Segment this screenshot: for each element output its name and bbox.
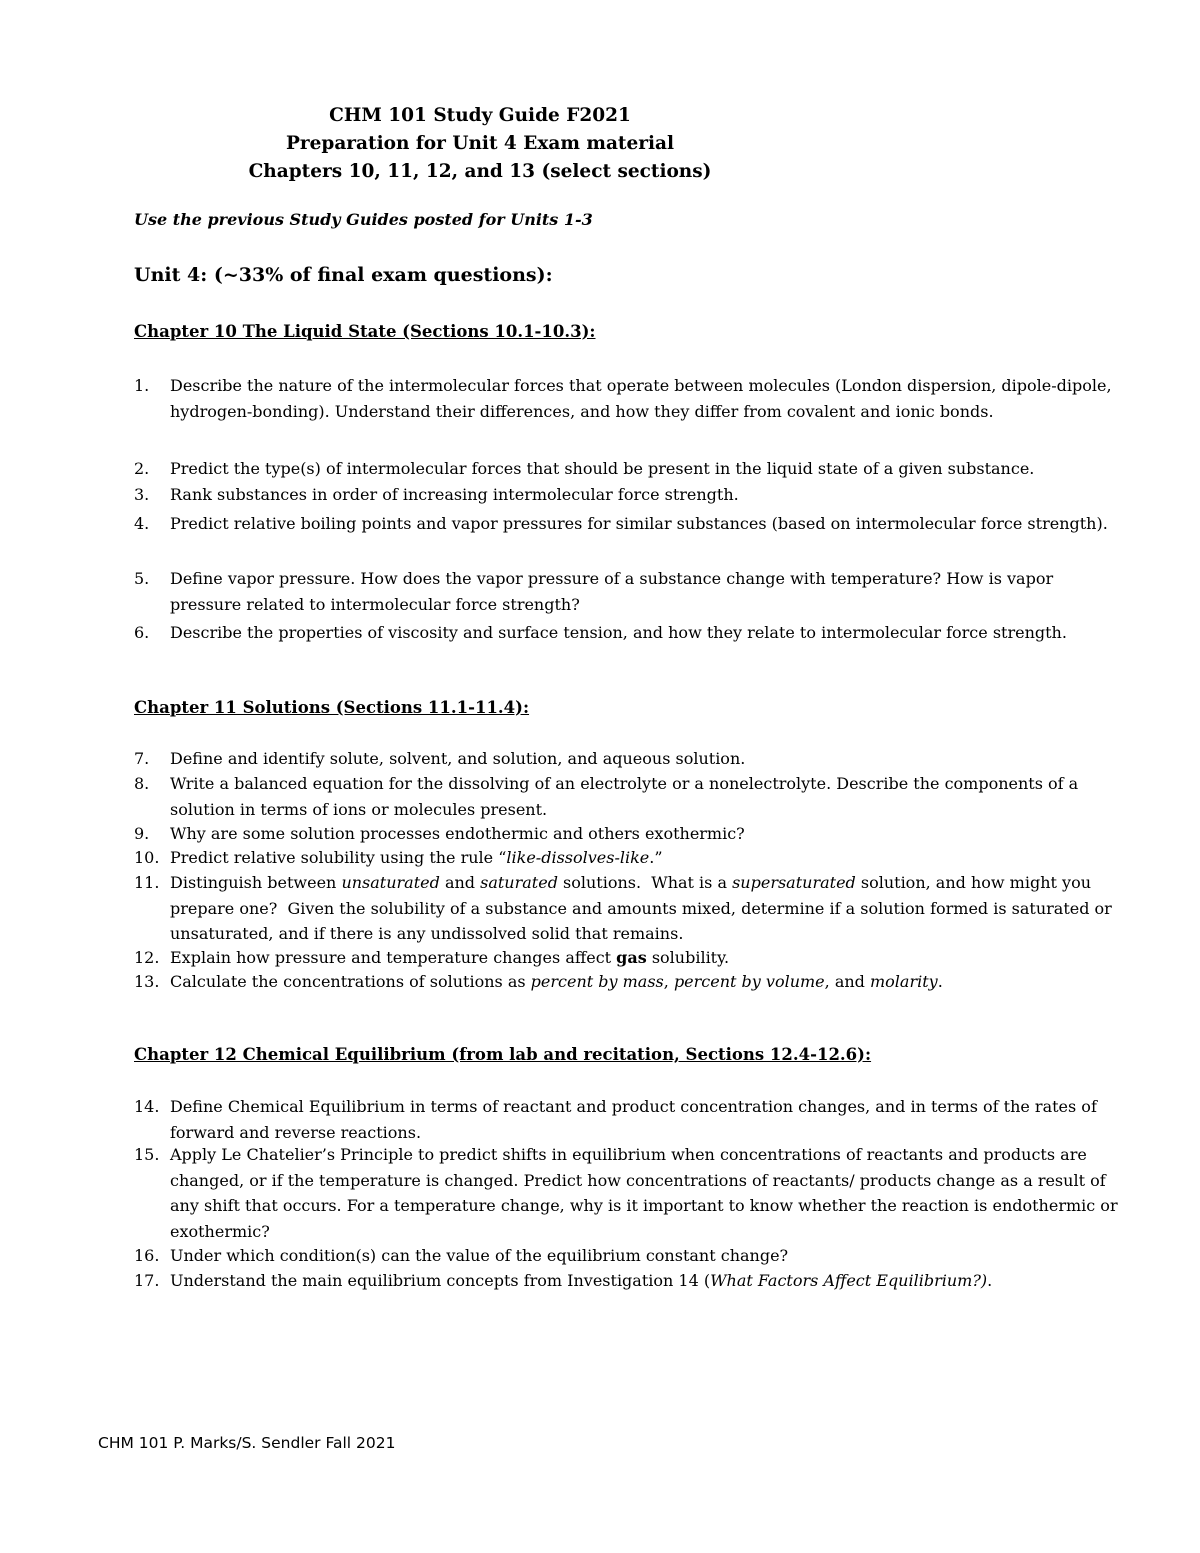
item-text: Why are some solution processes endothermic and others exothermic? xyxy=(170,824,745,843)
item-number: 13. xyxy=(134,972,160,991)
item-number: 1. xyxy=(134,376,150,395)
item-text: Define Chemical Equilibrium in terms of reactant and product concentration changes, and in terms of the rates of forward and reverse reactions. xyxy=(170,1097,1097,1142)
list-item xyxy=(134,373,1124,424)
list-item xyxy=(134,945,1124,971)
chapter-10-heading: Chapter 10 The Liquid State (Sections 10.1-10.3): xyxy=(134,322,596,341)
item-text: Explain how pressure and temperature changes affect gas solubility. xyxy=(170,948,730,967)
item-number: 10. xyxy=(134,848,160,867)
title-line-3: Chapters 10, 11, 12, and 13 (select sections) xyxy=(248,161,712,182)
list-item xyxy=(134,1268,1124,1294)
item-number: 4. xyxy=(134,514,150,533)
item-number: 9. xyxy=(134,824,150,843)
list-item xyxy=(134,870,1124,947)
item-number: 8. xyxy=(134,774,150,793)
item-text: Predict relative solubility using the rule “like-dissolves-like.” xyxy=(170,848,663,867)
list-item xyxy=(134,1243,1124,1269)
list-item xyxy=(134,482,1124,508)
list-item xyxy=(134,566,1124,617)
chapter-11-heading: Chapter 11 Solutions (Sections 11.1-11.4): xyxy=(134,698,530,717)
item-number: 5. xyxy=(134,569,150,588)
item-text: Predict the type(s) of intermolecular forces that should be present in the liquid state of a given substance. xyxy=(170,459,1035,478)
list-item xyxy=(134,845,1124,871)
list-item xyxy=(134,620,1124,646)
list-item xyxy=(134,746,1124,772)
item-text: Describe the properties of viscosity and surface tension, and how they relate to intermolecular force strength. xyxy=(170,623,1067,642)
item-text: Under which condition(s) can the value of the equilibrium constant change? xyxy=(170,1246,789,1265)
item-number: 11. xyxy=(134,873,160,892)
item-number: 16. xyxy=(134,1246,160,1265)
item-number: 6. xyxy=(134,623,150,642)
item-number: 3. xyxy=(134,485,150,504)
list-item xyxy=(134,821,1124,847)
list-item xyxy=(134,511,1124,537)
item-number: 2. xyxy=(134,459,150,478)
list-item xyxy=(134,1142,1124,1244)
item-text: Understand the main equilibrium concepts from Investigation 14 (What Factors Affect Equilibrium?). xyxy=(170,1271,993,1290)
item-text: Write a balanced equation for the dissolving of an electrolyte or a nonelectrolyte. Describe the components of a solution in terms of ions or molecules present. xyxy=(170,774,1079,819)
item-number: 14. xyxy=(134,1097,160,1116)
item-text: Distinguish between unsaturated and saturated solutions. What is a supersaturated solution, and how might you prepare one? Given the solubility of a substance and amounts mixed, determine if a solution formed is saturated or unsaturated, and if there is any undissolved solid that remains. xyxy=(170,873,1112,943)
item-number: 7. xyxy=(134,749,150,768)
item-text: Rank substances in order of increasing intermolecular force strength. xyxy=(170,485,739,504)
list-item xyxy=(134,969,1124,995)
item-text: Apply Le Chatelier’s Principle to predict shifts in equilibrium when concentrations of reactants and products are changed, or if the temperature is changed. Predict how concentrations of reactants/ products change as a result of any shift that occurs. For a temperature change, why is it important to know whether the reaction is endothermic or exothermic? xyxy=(170,1145,1118,1241)
item-text: Define vapor pressure. How does the vapor pressure of a substance change with temperature? How is vapor pressure related to intermolecular force strength? xyxy=(170,569,1054,614)
title-line-2: Preparation for Unit 4 Exam material xyxy=(285,133,675,154)
list-item xyxy=(134,771,1124,822)
item-text: Predict relative boiling points and vapor pressures for similar substances (based on intermolecular force strength). xyxy=(170,514,1108,533)
item-number: 17. xyxy=(134,1271,160,1290)
chapter-12-heading: Chapter 12 Chemical Equilibrium (from lab and recitation, Sections 12.4-12.6): xyxy=(134,1045,872,1064)
item-text: Define and identify solute, solvent, and solution, and aqueous solution. xyxy=(170,749,746,768)
title-block xyxy=(0,102,960,186)
item-number: 15. xyxy=(134,1145,160,1164)
page-footer: CHM 101 P. Marks/S. Sendler Fall 2021 xyxy=(98,1434,396,1452)
item-text: Describe the nature of the intermolecular forces that operate between molecules (London dispersion, dipole-dipole, hydrogen-bonding). Understand their differences, and how they differ from covalent and ionic bonds. xyxy=(170,376,1112,421)
item-text: Calculate the concentrations of solutions as percent by mass, percent by volume, and molarity. xyxy=(170,972,943,991)
list-item xyxy=(134,456,1124,482)
list-item xyxy=(134,1094,1124,1145)
previous-guides-note: Use the previous Study Guides posted for Units 1-3 xyxy=(134,210,593,229)
item-number: 12. xyxy=(134,948,160,967)
unit-heading: Unit 4: (~33% of final exam questions): xyxy=(134,264,553,286)
title-line-1: CHM 101 Study Guide F2021 xyxy=(329,105,631,126)
